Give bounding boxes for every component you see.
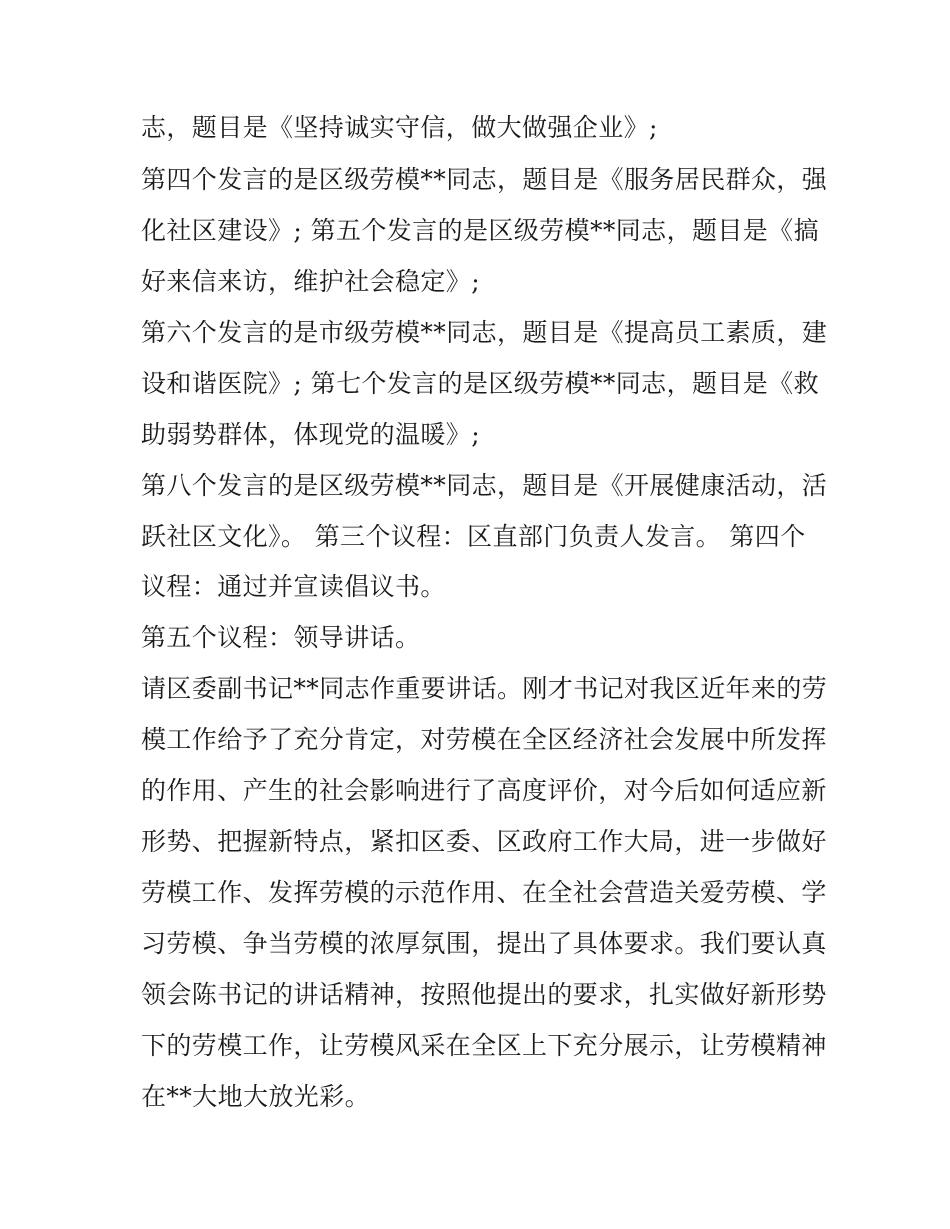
text-line: 劳模工作、发挥劳模的示范作用、在全社会营造关爱劳模、学 — [141, 878, 827, 907]
text-line: 好来信来访，维护社会稳定》; — [141, 267, 481, 296]
text-line: 第六个发言的是市级劳模**同志，题目是《提高员工素质，建 — [141, 318, 828, 347]
text-line: 形势、把握新特点，紧扣区委、区政府工作大局，进一步做好 — [141, 827, 827, 856]
text-line: 第八个发言的是区级劳模**同志，题目是《开展健康活动，活 — [141, 471, 828, 500]
text-line: 第四个发言的是区级劳模**同志，题目是《服务居民群众，强 — [141, 165, 828, 194]
text-line: 领会陈书记的讲话精神，按照他提出的要求，扎实做好新形势 — [141, 980, 827, 1009]
text-line: 志，题目是《坚持诚实守信，做大做强企业》; — [141, 113, 658, 142]
text-line: 请区委副书记**同志作重要讲话。刚才书记对我区近年来的劳 — [141, 674, 828, 703]
text-line: 议程：通过并宣读倡议书。 — [141, 572, 446, 601]
text-line: 设和谐医院》; 第七个发言的是区级劳模**同志，题目是《救 — [141, 369, 819, 398]
text-line: 跃社区文化》。 第三个议程：区直部门负责人发言。 第四个 — [141, 522, 806, 551]
text-line: 模工作给予了充分肯定，对劳模在全区经济社会发展中所发挥 — [141, 725, 827, 754]
text-line: 下的劳模工作，让劳模风采在全区上下充分展示，让劳模精神 — [141, 1031, 827, 1060]
text-line: 第五个议程：领导讲话。 — [141, 623, 421, 652]
text-line: 助弱势群体，体现党的温暖》; — [141, 420, 481, 449]
text-line: 习劳模、争当劳模的浓厚氛围，提出了具体要求。我们要认真 — [141, 929, 827, 958]
text-line: 化社区建设》; 第五个发言的是区级劳模**同志，题目是《搞 — [141, 216, 819, 245]
text-line: 在**大地大放光彩。 — [141, 1082, 371, 1111]
text-line: 的作用、产生的社会影响进行了高度评价，对今后如何适应新 — [141, 776, 827, 805]
